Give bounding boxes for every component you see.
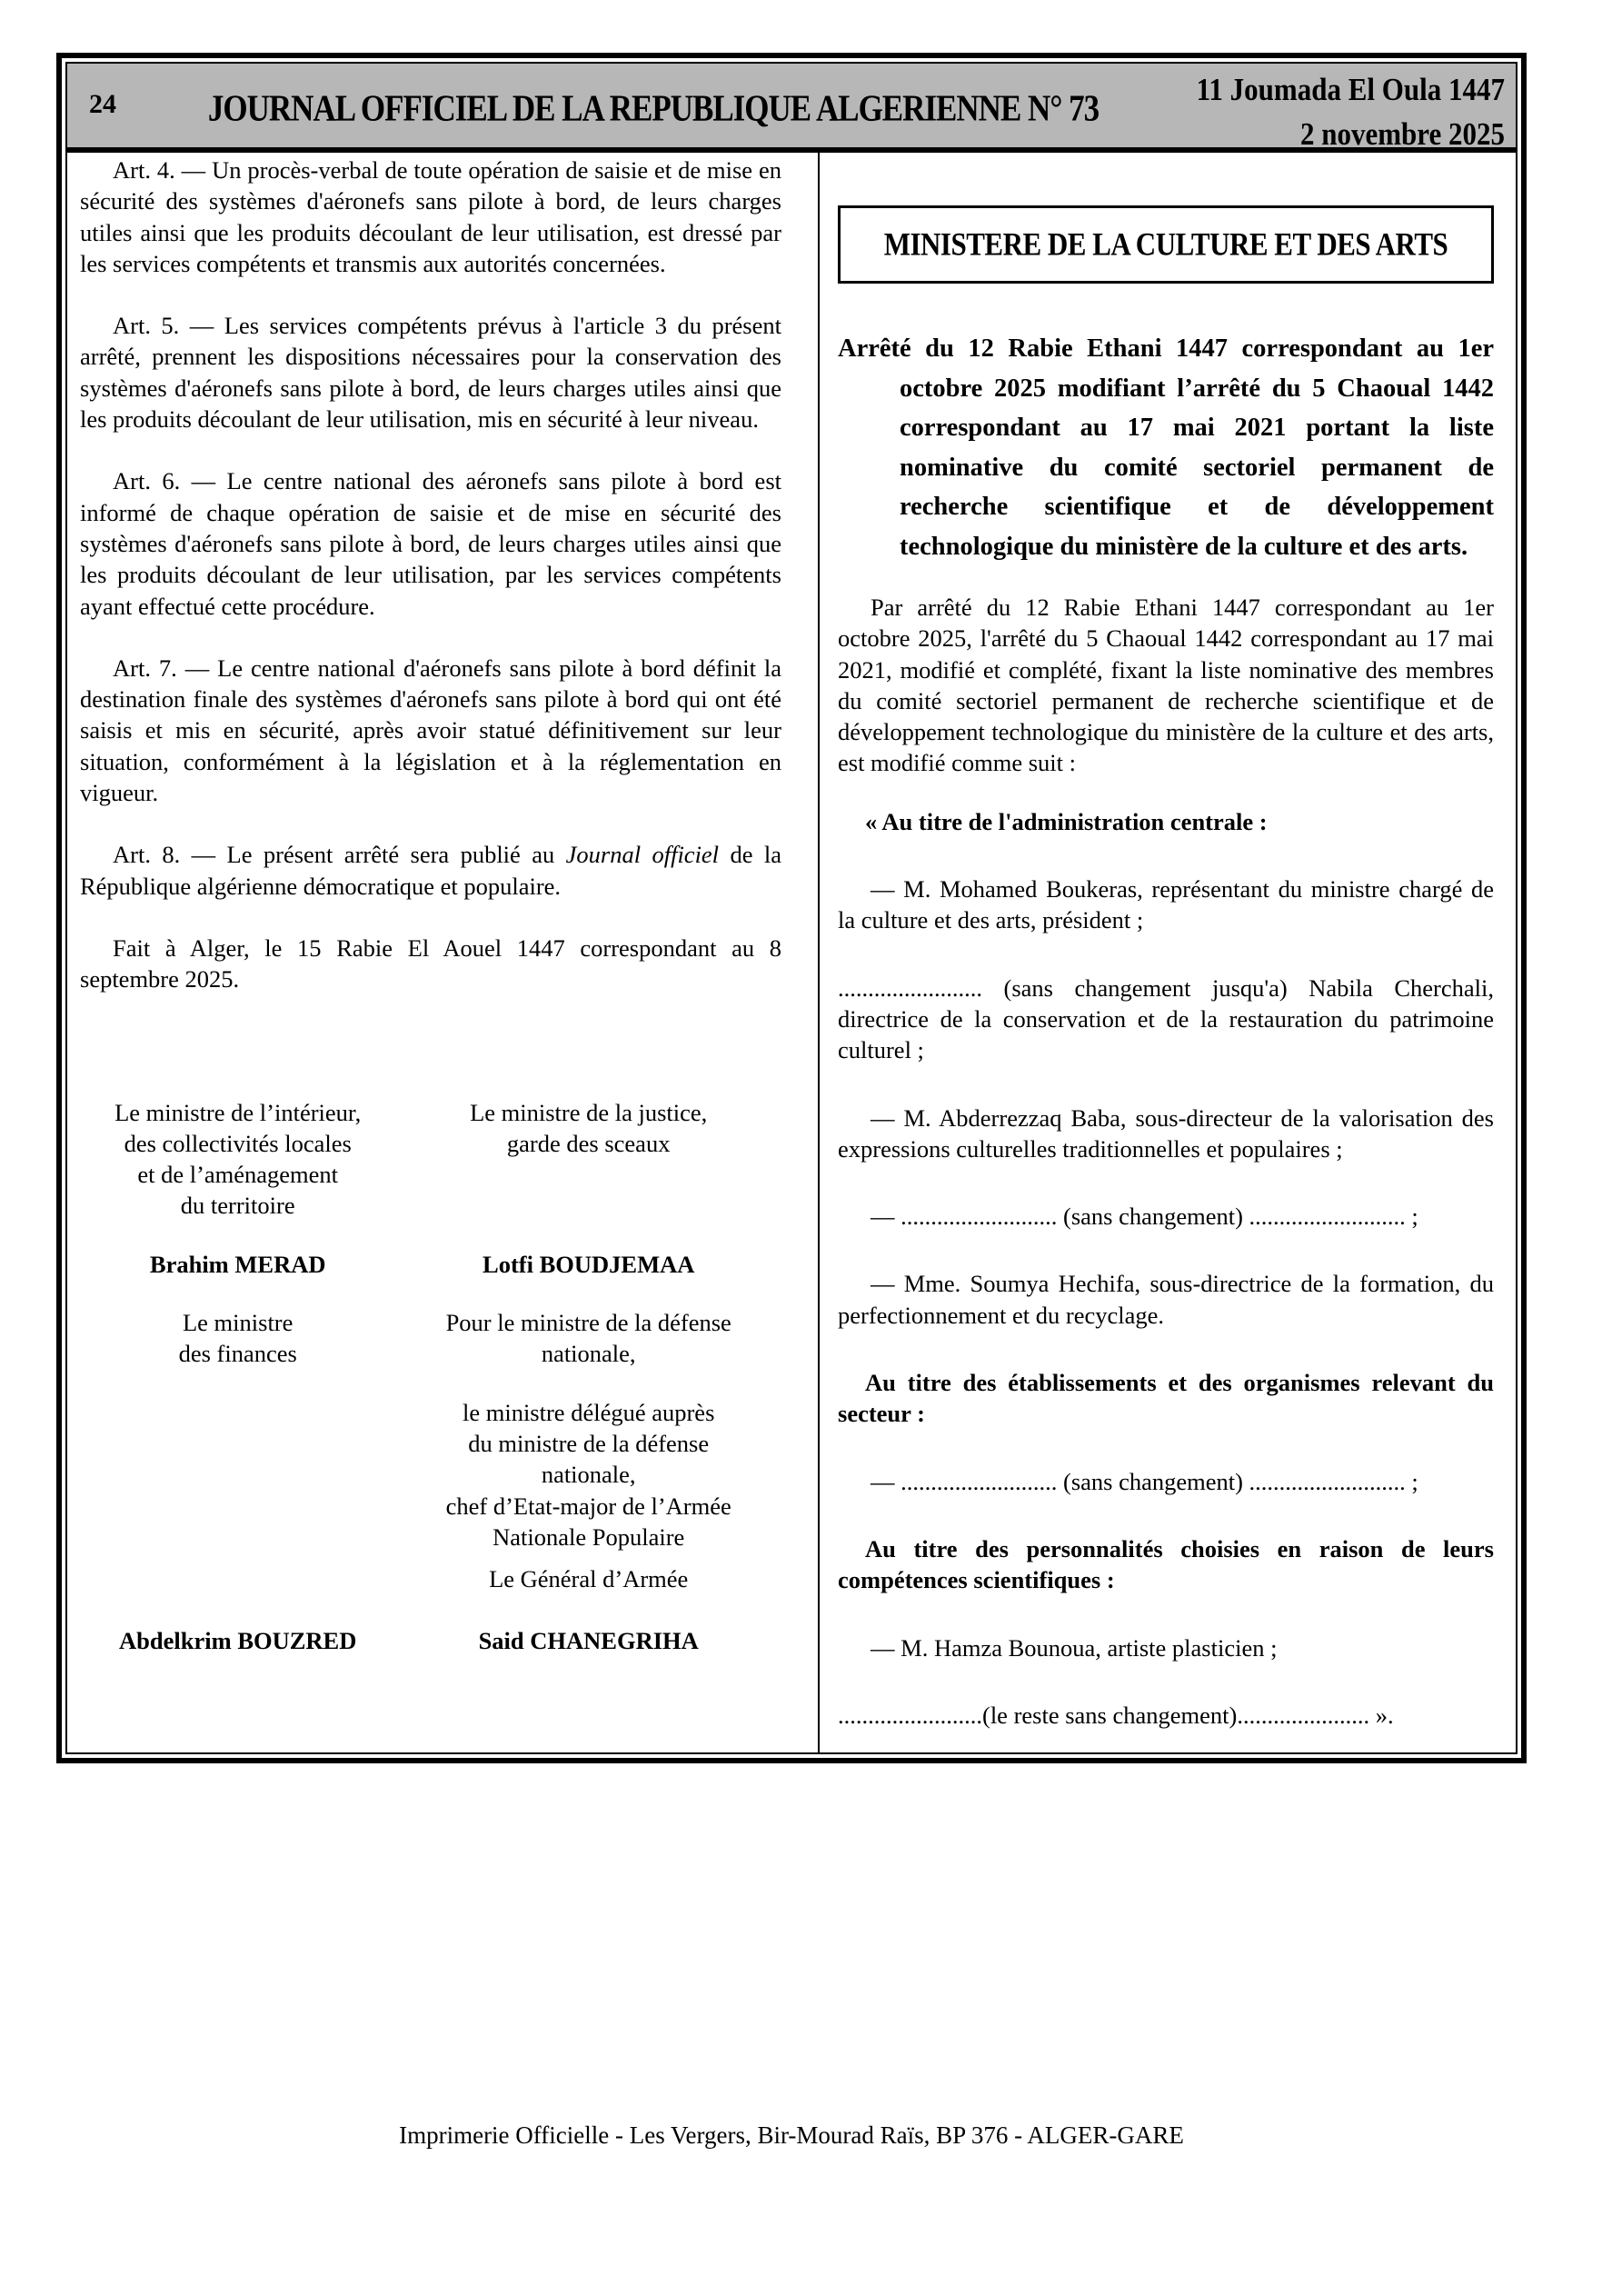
member-item: — M. Hamza Bounoua, artiste plasticien ; — [871, 1633, 1278, 1662]
article-5: Art. 5. — Les services compétents prévus à l'article 3 du présent arrêté, prennent les dispositions nécessaires pour la conservation des systèmes d'aéronefs sans pilote à bord, de leurs charges utiles ainsi que les produits découlant de leur utilisation, mis en sécurité à leur niveau. — [80, 312, 781, 434]
minister-justice-line: garde des sceaux — [506, 1129, 671, 1157]
minister-interior-line: et de l’aménagement — [137, 1161, 339, 1189]
left-column — [80, 155, 781, 1657]
arrete-intro: Par arrêté du 12 Rabie Ethani 1447 correspondant au 1er octobre 2025, l'arrêté du 5 Chaoual 1442 correspondant au 17 mai 2021, modifié et complété, fixant la liste nominative des membres du comité sectoriel permanent de recherche scientifique et de développement technologique du ministère de la culture et des arts, est modifié comme suit : — [838, 594, 1494, 777]
empty-cell — [80, 1563, 395, 1594]
minister-delegate-line: le ministre délégué auprès — [462, 1398, 715, 1426]
page-frame-inner — [65, 62, 1518, 1754]
minister-justice-line: Le ministre de la justice, — [470, 1098, 708, 1126]
minister-delegate-title — [395, 1397, 781, 1552]
sans-changement-item: — .......................... (sans changement) .......................... ; — [871, 1203, 1418, 1231]
minister-defense-line: nationale, — [541, 1340, 636, 1368]
signature-said-chanegriha: Said CHANEGRIHA — [478, 1627, 699, 1655]
minister-finances-title — [80, 1307, 395, 1370]
dateline: Fait à Alger, le 15 Rabie El Aouel 1447 correspondant au 8 septembre 2025. — [80, 933, 781, 993]
signature-names-row-2 — [80, 1625, 781, 1656]
signature-names-row-1 — [80, 1249, 781, 1280]
signature-brahim-merad: Brahim MERAD — [149, 1250, 326, 1278]
signature-titles-row-1 — [80, 1097, 781, 1222]
member-item: ........................ (sans changement jusqu'a) Nabila Cherchali, directrice de la conservation et de la restauration du patrimoine culturel ; — [838, 973, 1494, 1064]
article-8-post: de la République algérienne démocratique et populaire. — [80, 841, 782, 900]
ministry-heading: MINISTERE DE LA CULTURE ET DES ARTS — [883, 225, 1448, 263]
column-divider — [818, 153, 820, 1752]
page-frame — [56, 53, 1527, 1763]
date-hijri: 11 Joumada El Oula 1447 — [1196, 71, 1505, 107]
minister-justice-title — [395, 1097, 781, 1222]
journal-title: JOURNAL OFFICIEL DE LA REPUBLIQUE ALGERIENNE N° 73 — [207, 87, 1100, 130]
minister-defense-line: Pour le ministre de la défense — [445, 1309, 731, 1337]
signature-abdelkrim-bouzred: Abdelkrim BOUZRED — [119, 1627, 357, 1655]
arrete-title: Arrêté du 12 Rabie Ethani 1447 correspondant au 1er octobre 2025 modifiant l’arrêté du 5 Chaoual 1442 correspondant au 17 mai 2021 portant la liste nominative du comité sectoriel permanent de recherche scientifique et de développement technologique du ministère de la culture et des arts. — [838, 334, 1494, 561]
header-dates — [1197, 67, 1505, 157]
general-army-row — [80, 1563, 781, 1594]
date-gregorian: 2 novembre 2025 — [1299, 115, 1505, 152]
empty-cell — [80, 1397, 395, 1552]
article-8-pre: Art. 8. — Le présent arrêté sera publié au — [113, 841, 566, 869]
member-item: — Mme. Soumya Hechifa, sous-directrice de la formation, du perfectionnement et du recyclage. — [838, 1270, 1494, 1329]
minister-interior-line: Le ministre de l’intérieur, — [114, 1098, 362, 1126]
section-heading-personnalites: Au titre des personnalités choisies en raison de leurs compétences scientifiques : — [838, 1534, 1494, 1594]
article-7: Art. 7. — Le centre national d'aéronefs sans pilote à bord définit la destination finale des systèmes d'aéronefs sans pilote à bord qui ont été saisis et mis en sécurité, après avoir statué définitivement sur leur situation, conformément à la législation et à la réglementation en vigueur. — [80, 654, 781, 807]
journal-officiel-italic: Journal officiel — [565, 841, 720, 869]
section-heading-administration: « Au titre de l'administration centrale : — [865, 807, 1268, 835]
minister-delegate-line: chef d’Etat-major de l’Armée — [445, 1492, 731, 1520]
minister-interior-title — [80, 1097, 395, 1222]
article-8 — [80, 839, 781, 902]
ministry-heading-box — [838, 205, 1494, 284]
section-heading-etablissements: Au titre des établissements et des organismes relevant du secteur : — [838, 1369, 1494, 1428]
page-header — [67, 64, 1516, 153]
right-column — [838, 205, 1494, 1731]
general-army-title: Le Général d’Armée — [489, 1565, 689, 1593]
minister-delegate-line: du ministre de la défense — [468, 1429, 710, 1457]
minister-defense-title — [395, 1307, 781, 1370]
sans-changement-item: — .......................... (sans changement) .......................... ; — [871, 1467, 1418, 1495]
signature-delegate-row — [80, 1397, 781, 1552]
minister-finances-line: Le ministre — [182, 1309, 294, 1337]
minister-finances-line: des finances — [178, 1340, 297, 1368]
minister-delegate-line: Nationale Populaire — [493, 1522, 685, 1551]
minister-interior-line: des collectivités locales — [124, 1129, 352, 1157]
signature-block — [80, 1097, 781, 1657]
page-number: 24 — [89, 89, 116, 119]
minister-interior-line: du territoire — [180, 1192, 295, 1220]
closing-dots-item: ........................(le reste sans changement)...................... ». — [838, 1701, 1394, 1729]
member-item: — M. Abderrezzaq Baba, sous-directeur de la valorisation des expressions culturelles traditionnelles et populaires ; — [838, 1103, 1494, 1163]
article-4: Art. 4. — Un procès-verbal de toute opération de saisie et de mise en sécurité des systèmes d'aéronefs sans pilote à bord, de leurs charges utiles ainsi que les produits découlant de leur utilisation, est dressé par les services compétents et transmis aux autorités concernées. — [80, 156, 781, 277]
article-6: Art. 6. — Le centre national des aéronefs sans pilote à bord est informé de chaque opération de saisie et de mise en sécurité des systèmes d'aéronefs sans pilote à bord, de leurs charges utiles ainsi que les produits découlant de leur utilisation, par les services compétents ayant effectué cette procédure. — [80, 467, 781, 620]
minister-delegate-line: nationale, — [541, 1461, 636, 1489]
footer-imprint: Imprimerie Officielle - Les Vergers, Bir-Mourad Raïs, BP 376 - ALGER-GARE — [399, 2121, 1184, 2149]
member-item: — M. Mohamed Boukeras, représentant du ministre chargé de la culture et des arts, président ; — [838, 875, 1494, 934]
signature-titles-row-2 — [80, 1307, 781, 1370]
signature-lotfi-boudjemaa: Lotfi BOUDJEMAA — [483, 1250, 695, 1278]
